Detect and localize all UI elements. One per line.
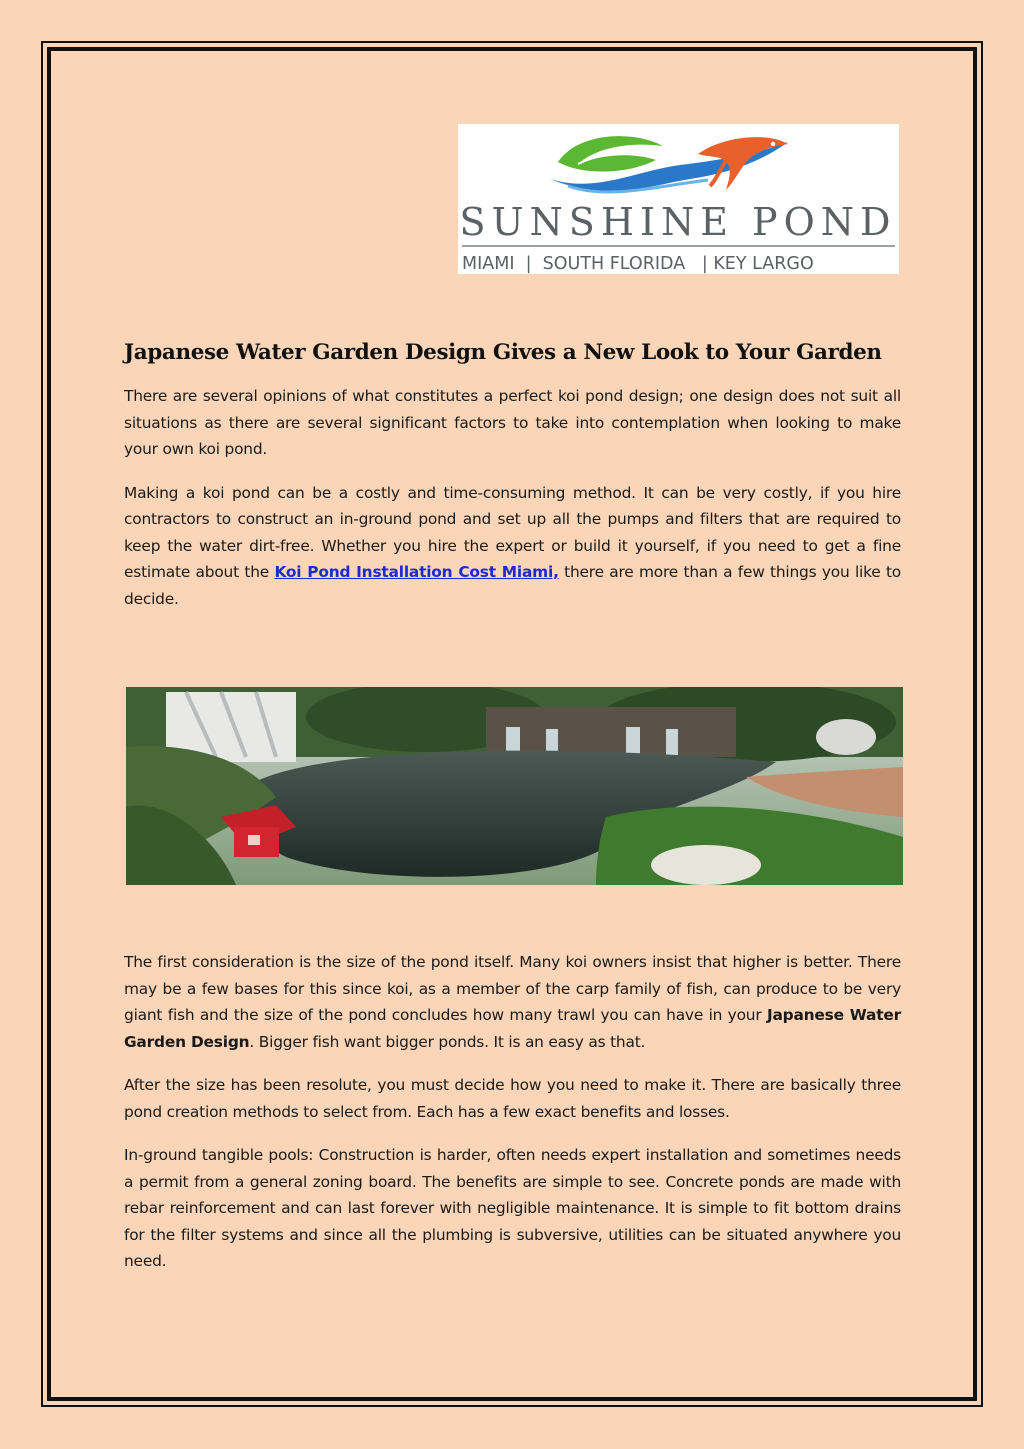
paragraph-cost-text: Making a koi pond can be a costly and time-consuming method. It can be very costly, if you hire contractors to construct an in-ground pond and set up all the pumps and filters that are required to keep the water dirt-free. Whether you hire the expert or build it yourself, if you need to get a fine estimate about the bbox=[124, 483, 901, 581]
logo-graphic bbox=[458, 124, 899, 274]
paragraph-size-bold: Japanese Water Garden Design bbox=[124, 1006, 901, 1051]
paragraph-cost bbox=[124, 480, 901, 613]
paragraph-size-text: The first consideration is the size of the pond itself. Many koi owners insist that higher is better. There may be a few bases for this since koi, as a member of the carp family of fish, can produce to be very giant fish and the size of the pond concludes how many trawl you can have in your bbox=[124, 953, 901, 1024]
article-section-bottom bbox=[124, 949, 901, 1292]
logo-tagline: MIAMI | SOUTH FLORIDA | KEY LARGO bbox=[462, 254, 814, 274]
paragraph-methods: After the size has been resolute, you must decide how you need to make it. There are basically three pond creation methods to select from. Each has a few exact benefits and losses. bbox=[124, 1076, 901, 1121]
article-section-top bbox=[124, 340, 901, 629]
logo-wordmark: SUNSHINE POND bbox=[459, 200, 897, 244]
paragraph-inground: In-ground tangible pools: Construction is harder, often needs expert installation and sometimes needs a permit from a general zoning board. The benefits are simple to see. Concrete ponds are made with rebar reinforcement and can last forever with negligible maintenance. It is simple to fit bottom drains for the filter systems and since all the plumbing is subversive, utilities can be situated anywhere you need. bbox=[124, 1146, 901, 1270]
paragraph-size bbox=[124, 949, 901, 1055]
paragraph-size-tail: . Bigger fish want bigger ponds. It is an easy as that. bbox=[249, 1032, 646, 1051]
paragraph-cost-tail: there are more than a few things you like to decide. bbox=[124, 563, 902, 608]
koi-pond-installation-link[interactable]: Koi Pond Installation Cost Miami, bbox=[274, 563, 559, 581]
garden-pond-photo bbox=[126, 687, 903, 885]
article-title: Japanese Water Garden Design Gives a New Look to Your Garden bbox=[124, 340, 882, 365]
paragraph-intro: There are several opinions of what constitutes a perfect koi pond design; one design does not suit all situations as there are several significant factors to take into contemplation when looking to make your own koi pond. bbox=[124, 387, 901, 458]
sunshine-pond-logo bbox=[458, 124, 899, 274]
garden-pond-photo-icon bbox=[126, 687, 903, 885]
